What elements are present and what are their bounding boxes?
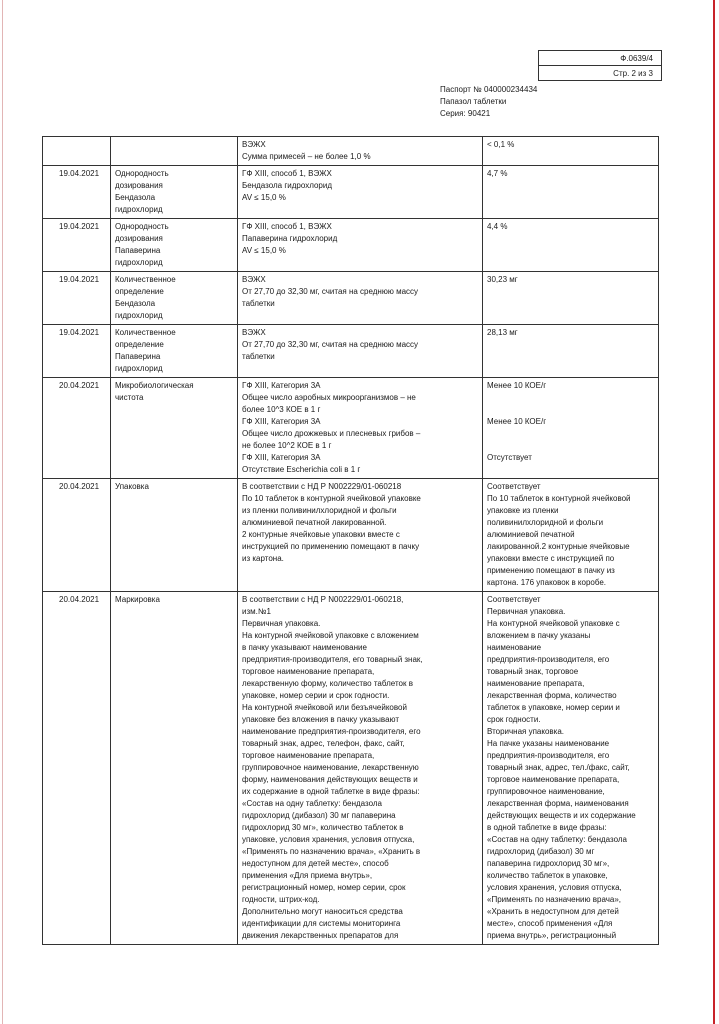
test-name-cell [111,378,238,479]
requirement-cell-line: По 10 таблеток в контурной ячейковой упаковке [242,494,421,503]
requirement-cell-line: В соответствии с НД Р N002229/01-060218 [242,482,402,491]
result-cell-line: картона. 176 упаковок в коробе. [487,578,607,587]
test-name-cell-line: чистота [115,393,144,402]
test-name-cell-line: Маркировка [115,595,160,604]
requirement-cell-line: предприятия-производителя, его товарный знак, [242,655,423,664]
test-name-cell-line: Количественное [115,328,176,337]
result-cell-line: количество таблеток в упаковке, [487,871,608,880]
result-cell-line: приема внутрь», регистрационный [487,931,617,940]
requirement-cell-line: торговое наименование препарата, [242,667,375,676]
product-name: Папазол таблетки [440,97,507,106]
test-name-cell-line: Количественное [115,275,176,284]
result-cell [483,219,659,272]
requirement-cell-line: Общее число аэробных микроорганизмов – не [242,393,416,402]
test-name-cell [111,592,238,945]
result-cell-line [487,392,654,404]
result-cell [483,137,659,166]
scan-edge-right [713,0,715,1024]
result-cell-line [487,440,654,452]
requirement-cell-line: форму, наименования действующих веществ и [242,775,418,784]
requirement-cell [238,219,483,272]
result-cell-line: 4,7 % [487,169,508,178]
result-cell-line: срок годности. [487,715,541,724]
requirement-cell-line: торговое наименование препарата, [242,751,375,760]
requirement-cell-line: в пачку указывают наименование [242,643,367,652]
requirement-cell-line: «Состав на одну таблетку: бендазола [242,799,382,808]
table-row [43,325,659,378]
requirement-cell-line: применения «Для приема внутрь», [242,871,373,880]
result-cell [483,166,659,219]
test-name-cell-line: определение [115,287,164,296]
result-cell-line: 28,13 мг [487,328,518,337]
result-cell-line: Первичная упаковка. [487,607,566,616]
requirement-cell-line: таблетки [242,352,275,361]
result-cell-line: лакированной.2 контурные ячейковые [487,542,630,551]
requirement-cell-line: их содержание в одной таблетке в виде фразы: [242,787,420,796]
requirement-cell-line: идентификации для системы мониторинга [242,919,401,928]
table-row [43,219,659,272]
requirement-cell-line: От 27,70 до 32,30 мг, считая на среднюю массу [242,340,419,349]
table-row [43,137,659,166]
result-cell-line: применению помещают в пачку из [487,566,615,575]
result-cell-line: Вторичная упаковка. [487,727,565,736]
date-cell: 19.04.2021 [43,325,111,378]
result-cell-line: Соответствует [487,595,541,604]
result-cell-line [487,428,654,440]
test-name-cell-line: Однородность [115,169,169,178]
result-cell-line: 4,4 % [487,222,508,231]
test-name-cell-line: Микробиологическая [115,381,194,390]
requirement-cell-line: годности, штрих-код. [242,895,320,904]
test-name-cell-line: Папаверина [115,246,161,255]
result-cell-line: наименование препарата, [487,679,585,688]
requirement-cell [238,592,483,945]
result-cell [483,325,659,378]
requirement-cell-line: На контурной ячейковой или безъячейковой [242,703,407,712]
requirement-cell-line: Общее число дрожжевых и плесневых грибов – [242,429,421,438]
requirement-cell [238,325,483,378]
test-name-cell [111,219,238,272]
requirement-cell-line: От 27,70 до 32,30 мг, считая на среднюю массу [242,287,419,296]
result-cell-line: «Состав на одну таблетку: бендазола [487,835,627,844]
requirement-cell [238,479,483,592]
result-cell-line: упаковки вместе с инструкцией по [487,554,615,563]
requirement-cell [238,166,483,219]
requirement-cell-line: ГФ XIII, Категория 3А [242,381,321,390]
date-cell: 19.04.2021 [43,166,111,219]
requirement-cell-line: Сумма примесей – не более 1,0 % [242,152,371,161]
result-cell-line: в одной таблетке в виде фразы: [487,823,607,832]
requirement-cell [238,137,483,166]
test-name-cell-line: дозирования [115,181,163,190]
date-cell: 20.04.2021 [43,378,111,479]
test-name-cell [111,272,238,325]
result-cell [483,378,659,479]
result-cell-line: торговое наименование препарата, [487,775,620,784]
test-name-cell [111,166,238,219]
table-row [43,166,659,219]
test-name-cell-line: Папаверина [115,352,161,361]
table-row [43,592,659,945]
test-name-cell-line: Бендазола [115,193,156,202]
result-cell-line: папаверина гидрохлорид 30 мг», [487,859,610,868]
test-name-cell-line: Упаковка [115,482,149,491]
requirement-cell-line: ГФ XIII, Категория 3А [242,417,321,426]
requirement-cell-line: ВЭЖХ [242,140,266,149]
passport-number: Паспорт № 040000234434 [440,85,538,94]
test-name-cell-line: определение [115,340,164,349]
requirement-cell-line: таблетки [242,299,275,308]
requirement-cell-line: Дополнительно могут наноситься средства [242,907,403,916]
result-cell-line: таблеток в упаковке, номер серии и [487,703,620,712]
date-cell: 19.04.2021 [43,219,111,272]
requirement-cell-line: Папаверина гидрохлорид [242,234,338,243]
requirement-cell-line: упаковке, номер серии и срок годности. [242,691,390,700]
analysis-table [42,136,659,945]
test-name-cell-line: гидрохлорид [115,258,163,267]
requirement-cell [238,378,483,479]
result-cell-line: условия хранения, условия отпуска, [487,883,622,892]
form-code-box [538,50,662,81]
requirement-cell-line: Первичная упаковка. [242,619,321,628]
result-cell-line: Отсутствует [487,453,532,462]
date-cell: 19.04.2021 [43,272,111,325]
requirement-cell-line: гидрохлорид 30 мг», количество таблеток в [242,823,404,832]
requirement-cell [238,272,483,325]
table-row [43,479,659,592]
test-name-cell-line: гидрохлорид [115,364,163,373]
result-cell-line: группировочное наименование, [487,787,605,796]
requirement-cell-line: инструкцией по применению помещают в пачку [242,542,420,551]
requirement-cell-line: изм.№1 [242,607,271,616]
result-cell-line: Менее 10 КОЕ/г [487,417,547,426]
requirement-cell-line: «Применять по назначению врача», «Хранить в [242,847,421,856]
requirement-cell-line: более 10^3 КОЕ в 1 г [242,405,321,414]
result-cell-line: < 0,1 % [487,140,515,149]
test-name-cell [111,479,238,592]
result-cell-line: «Применять по назначению врача», [487,895,621,904]
result-cell-line: действующих веществ и их содержание [487,811,636,820]
date-cell: 20.04.2021 [43,479,111,592]
requirement-cell-line: На контурной ячейковой упаковке с вложением [242,631,419,640]
passport-header [440,84,537,120]
result-cell [483,592,659,945]
requirement-cell-line: из картона. [242,554,284,563]
requirement-cell-line: Бендазола гидрохлорид [242,181,332,190]
requirement-cell-line: упаковке без вложения в пачку указывают [242,715,400,724]
result-cell-line: товарный знак, торговое [487,667,579,676]
result-cell-line: месте», способ применения «Для [487,919,613,928]
page-number: Стр. 2 из 3 [539,66,662,81]
result-cell-line [487,404,654,416]
requirement-cell-line: алюминиевой печатной лакированной. [242,518,387,527]
result-cell-line: наименование [487,643,542,652]
result-cell-line: вложением в пачку указаны [487,631,591,640]
result-cell-line: лекарственная форма, наименования [487,799,629,808]
result-cell-line: «Хранить в недоступном для детей [487,907,619,916]
test-name-cell-line: гидрохлорид [115,205,163,214]
result-cell-line: Менее 10 КОЕ/г [487,381,547,390]
result-cell-line: На контурной ячейковой упаковке с [487,619,620,628]
requirement-cell-line: ВЭЖХ [242,275,266,284]
table-row [43,378,659,479]
requirement-cell-line: группировочное наименование, лекарственную [242,763,419,772]
result-cell-line: товарный знак, адрес, тел./факс, сайт, [487,763,630,772]
requirement-cell-line: ГФ XIII, способ 1, ВЭЖХ [242,222,332,231]
table-row [43,272,659,325]
date-cell: 20.04.2021 [43,592,111,945]
series-number: Серия: 90421 [440,109,491,118]
result-cell-line: гидрохлорид (дибазол) 30 мг [487,847,595,856]
result-cell [483,479,659,592]
requirement-cell-line: из пленки поливинилхлоридной и фольги [242,506,397,515]
form-code: Ф.0639/4 [539,51,662,66]
result-cell-line: На пачке указаны наименование [487,739,610,748]
requirement-cell-line: движения лекарственных препаратов для [242,931,399,940]
requirement-cell-line: Отсутствие Escherichia coli в 1 г [242,465,361,474]
requirement-cell-line: лекарственную форму, количество таблеток в [242,679,413,688]
requirement-cell-line: AV ≤ 15,0 % [242,193,286,202]
test-name-cell [111,325,238,378]
scan-edge-left [2,0,3,1024]
result-cell-line: предприятия-производителя, его [487,655,610,664]
date-cell [43,137,111,166]
result-cell-line: лекарственная форма, количество [487,691,617,700]
test-name-cell-line: гидрохлорид [115,311,163,320]
result-cell-line: поливинилхлоридной и фольги [487,518,604,527]
requirement-cell-line: 2 контурные ячейковые упаковки вместе с [242,530,400,539]
test-name-cell-line: дозирования [115,234,163,243]
requirement-cell-line: не более 10^2 КОЕ в 1 г [242,441,332,450]
requirement-cell-line: гидрохлорид (дибазол) 30 мг папаверина [242,811,396,820]
result-cell-line: алюминиевой печатной [487,530,575,539]
test-name-cell-line: Бендазола [115,299,156,308]
requirement-cell-line: недоступном для детей месте», способ [242,859,389,868]
result-cell-line: Соответствует [487,482,541,491]
requirement-cell-line: ГФ XIII, способ 1, ВЭЖХ [242,169,332,178]
test-name-cell-line: Однородность [115,222,169,231]
result-cell-line: предприятия-производителя, его [487,751,610,760]
requirement-cell-line: товарный знак, адрес, телефон, факс, сайт, [242,739,405,748]
result-cell-line: По 10 таблеток в контурной ячейковой [487,494,631,503]
test-name-cell [111,137,238,166]
requirement-cell-line: ГФ XIII, Категория 3А [242,453,321,462]
requirement-cell-line: наименование предприятия-производителя, его [242,727,421,736]
result-cell-line: упаковке из пленки [487,506,559,515]
requirement-cell-line: ВЭЖХ [242,328,266,337]
requirement-cell-line: В соответствии с НД Р N002229/01-060218, [242,595,404,604]
result-cell [483,272,659,325]
requirement-cell-line: AV ≤ 15,0 % [242,246,286,255]
requirement-cell-line: регистрационный номер, номер серии, срок [242,883,406,892]
result-cell-line: 30,23 мг [487,275,518,284]
requirement-cell-line: упаковке, условия хранения, условия отпуска, [242,835,415,844]
